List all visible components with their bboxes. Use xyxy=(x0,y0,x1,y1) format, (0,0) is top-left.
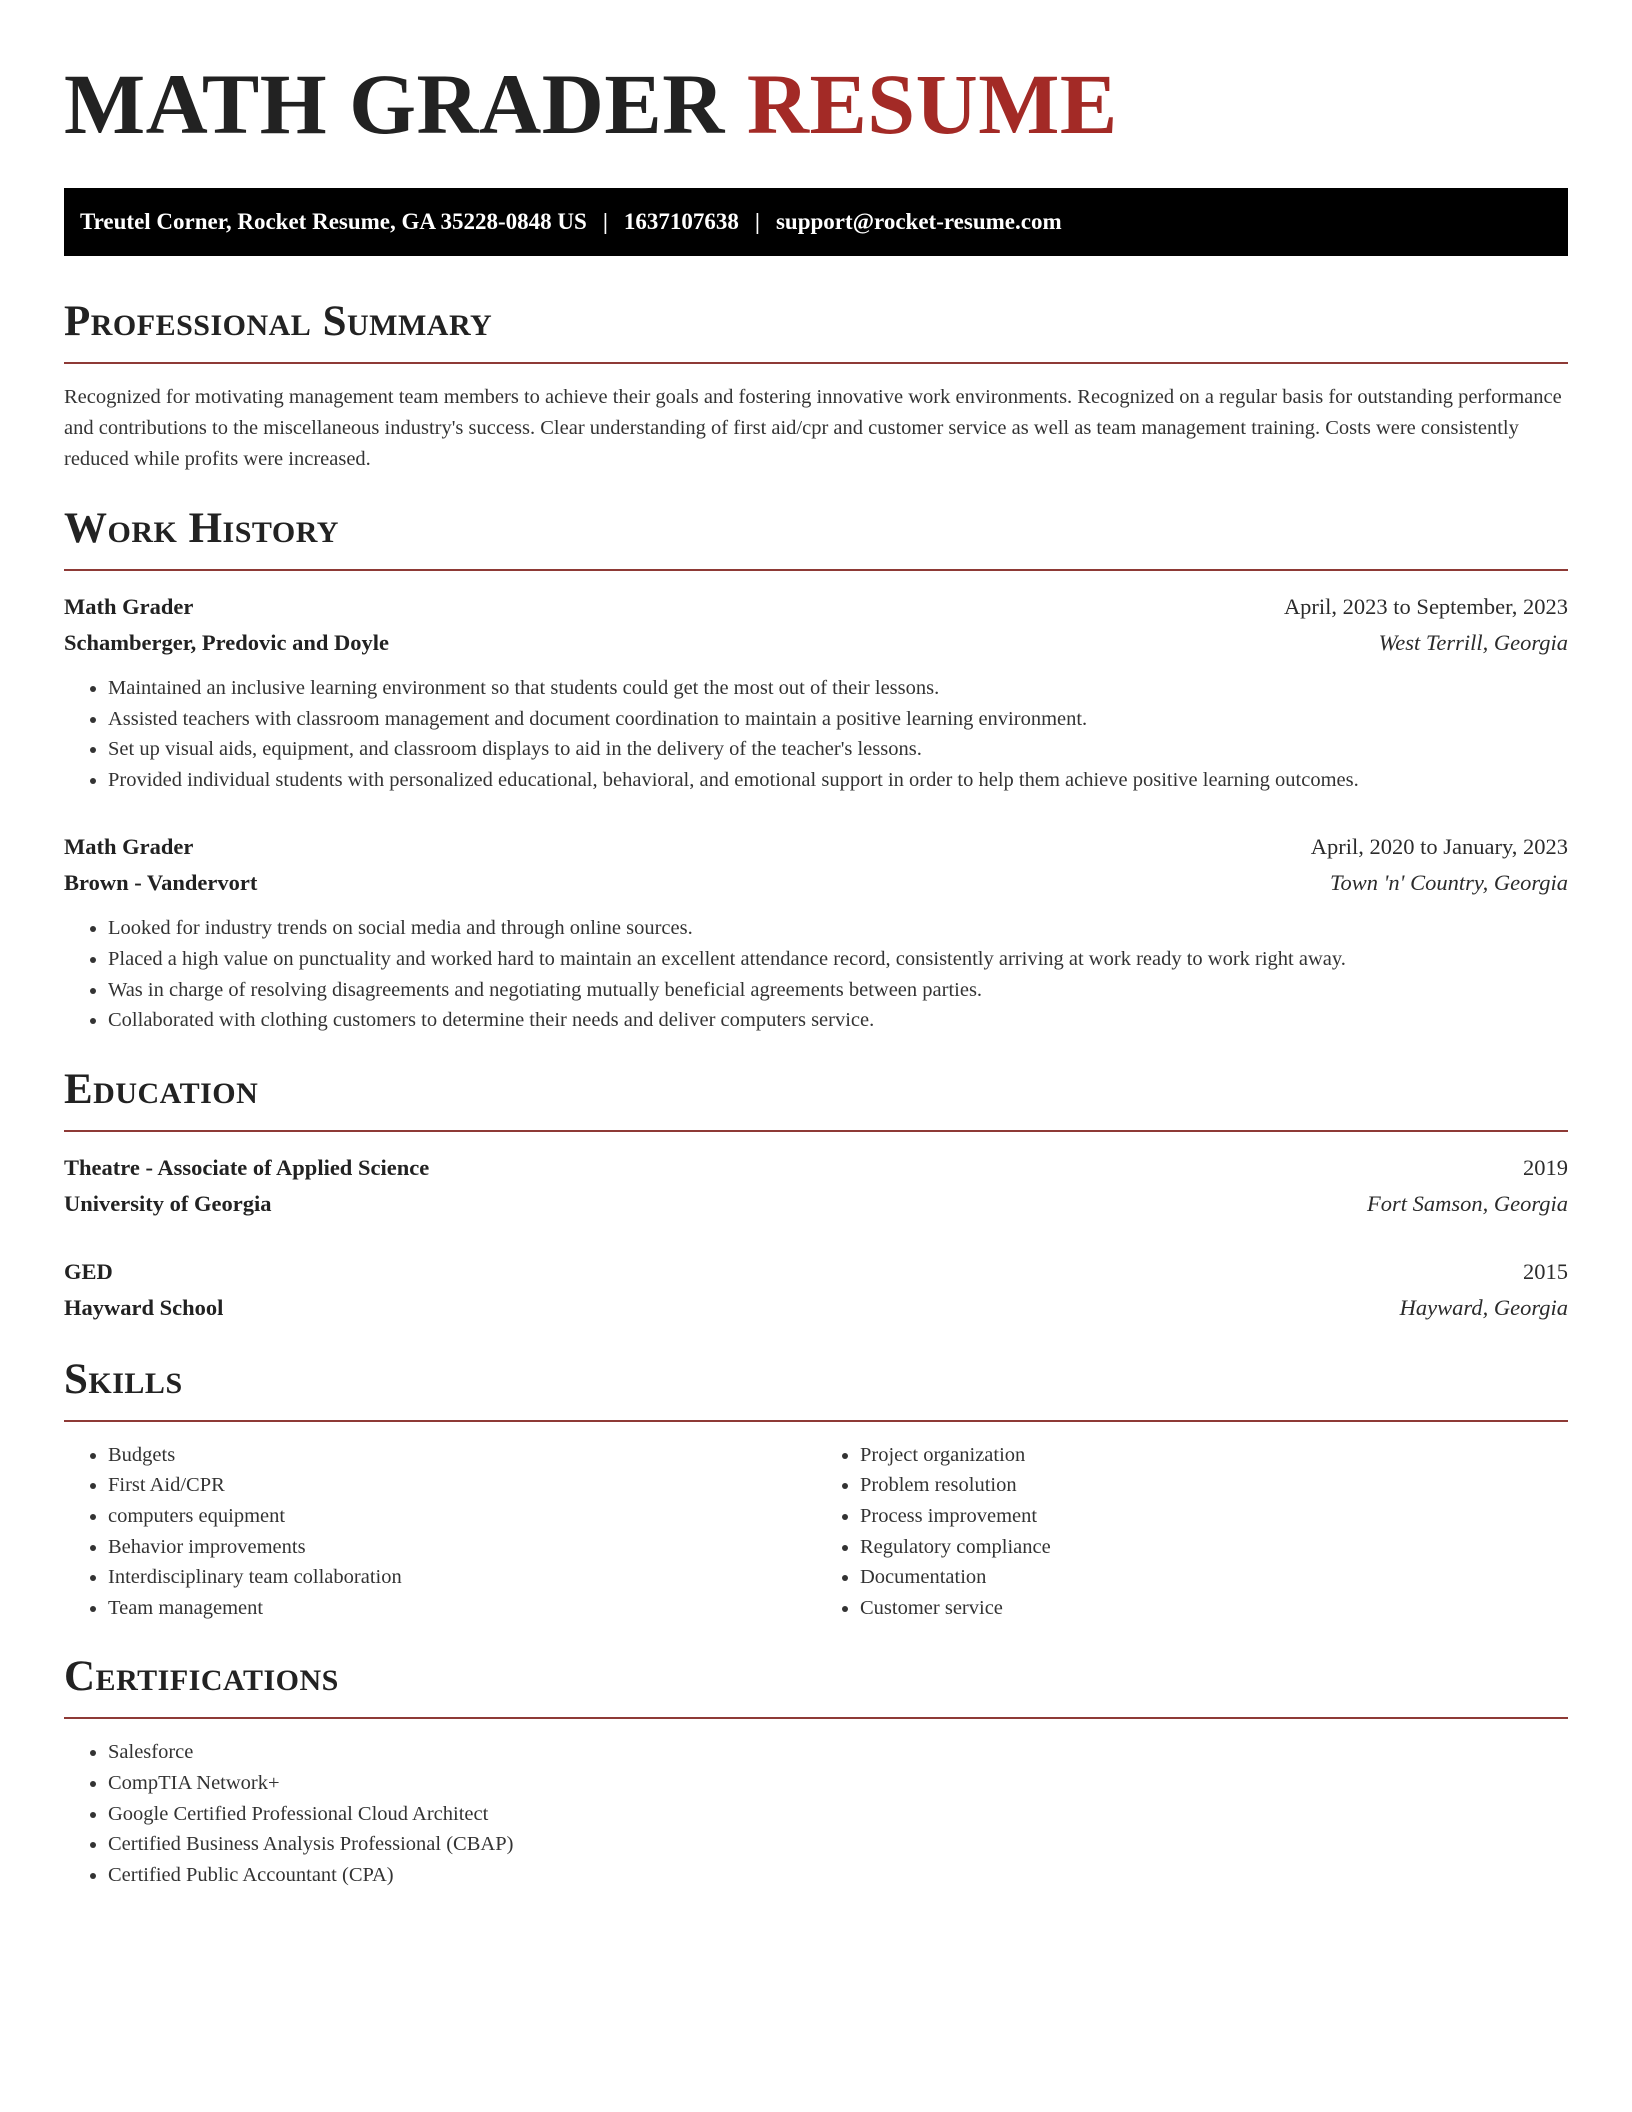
contact-separator: | xyxy=(754,209,760,234)
list-item: • Salesforce xyxy=(108,1737,1568,1768)
education-entry xyxy=(64,1150,1568,1222)
section-heading-summary: Professional Summary xyxy=(64,298,493,345)
summary-section xyxy=(64,298,1568,475)
job-duties-list xyxy=(64,673,1568,795)
list-item: • Customer service xyxy=(860,1593,1568,1624)
list-item: • Project organization xyxy=(860,1440,1568,1471)
contact-email[interactable]: support@rocket-resume.com xyxy=(775,209,1062,234)
list-item: • Placed a high value on punctuality and worked hard to maintain an excellent attendance record, consistently arriving at work ready to work right away. xyxy=(108,944,1568,975)
list-item: • CompTIA Network+ xyxy=(108,1768,1568,1799)
list-item: • Was in charge of resolving disagreements and negotiating mutually beneficial agreements between parties. xyxy=(108,975,1568,1006)
job-company-row xyxy=(64,865,1568,901)
list-item: • Assisted teachers with classroom management and document coordination to maintain a positive learning environment. xyxy=(108,704,1568,735)
list-item: • Regulatory compliance xyxy=(860,1532,1568,1563)
list-item: • Budgets xyxy=(108,1440,816,1471)
list-item: • Google Certified Professional Cloud Architect xyxy=(108,1799,1568,1830)
job-location: West Terrill, Georgia xyxy=(1378,630,1568,655)
skills-list-right xyxy=(816,1440,1568,1624)
work-history-section xyxy=(64,505,1568,1036)
education-location: Hayward, Georgia xyxy=(1399,1294,1568,1320)
job-location: Town 'n' Country, Georgia xyxy=(1330,870,1568,896)
title-main: MATH GRADER xyxy=(64,56,725,152)
education-location: Fort Samson, Georgia xyxy=(1366,1190,1568,1216)
section-divider xyxy=(64,569,1568,571)
job-duties-list xyxy=(64,913,1568,1035)
contact-bar xyxy=(64,188,1568,256)
job-company: Brown - Vandervort xyxy=(64,870,258,896)
certifications-section xyxy=(64,1653,1568,1890)
list-item: • Set up visual aids, equipment, and classroom displays to aid in the delivery of the teacher's lessons. xyxy=(108,734,1568,765)
job-entry xyxy=(64,589,1568,795)
list-item: • computers equipment xyxy=(108,1501,816,1532)
list-item: • Team management xyxy=(108,1593,816,1624)
section-heading-work-history: Work History xyxy=(64,505,339,552)
section-divider xyxy=(64,1717,1568,1719)
education-school: University of Georgia xyxy=(64,1190,272,1216)
education-year: 2015 xyxy=(1523,1258,1568,1284)
contact-separator: | xyxy=(602,209,608,234)
skills-list-left xyxy=(64,1440,816,1624)
skills-section xyxy=(64,1356,1568,1624)
list-item: • Behavior improvements xyxy=(108,1532,816,1563)
job-company: Schamberger, Predovic and Doyle xyxy=(64,630,389,655)
list-item: • Maintained an inclusive learning environment so that students could get the most out of their lessons. xyxy=(108,673,1568,704)
section-divider xyxy=(64,1420,1568,1422)
education-section xyxy=(64,1066,1568,1326)
section-heading-skills: Skills xyxy=(64,1355,183,1403)
job-header-row xyxy=(64,829,1568,865)
education-degree: GED xyxy=(64,1258,113,1284)
list-item: • First Aid/CPR xyxy=(108,1470,816,1501)
job-title: Math Grader xyxy=(64,594,194,619)
certifications-list xyxy=(64,1737,1568,1890)
job-header-row xyxy=(64,589,1568,625)
contact-address: Treutel Corner, Rocket Resume, GA 35228-0848 US xyxy=(80,209,587,234)
education-degree-row xyxy=(64,1254,1568,1290)
list-item: • Collaborated with clothing customers to determine their needs and deliver computers service. xyxy=(108,1005,1568,1036)
education-year: 2019 xyxy=(1523,1154,1568,1180)
job-title: Math Grader xyxy=(64,834,194,860)
section-heading-certifications: Certifications xyxy=(64,1653,339,1701)
list-item: • Provided individual students with personalized educational, behavioral, and emotional support in order to help them achieve positive learning outcomes. xyxy=(108,765,1568,796)
list-item: • Documentation xyxy=(860,1562,1568,1593)
list-item: • Interdisciplinary team collaboration xyxy=(108,1562,816,1593)
list-item: • Certified Business Analysis Professional (CBAP) xyxy=(108,1829,1568,1860)
list-item: • Problem resolution xyxy=(860,1470,1568,1501)
education-school-row xyxy=(64,1186,1568,1222)
section-divider xyxy=(64,1130,1568,1132)
section-heading-education: Education xyxy=(64,1065,259,1113)
list-item: • Process improvement xyxy=(860,1501,1568,1532)
list-item: • Looked for industry trends on social media and through online sources. xyxy=(108,913,1568,944)
education-degree: Theatre - Associate of Applied Science xyxy=(64,1154,430,1180)
job-entry xyxy=(64,829,1568,1035)
education-school-row xyxy=(64,1290,1568,1326)
job-dates: April, 2020 to January, 2023 xyxy=(1310,834,1568,860)
job-dates: April, 2023 to September, 2023 xyxy=(1283,594,1568,619)
summary-text: Recognized for motivating management team members to achieve their goals and fostering innovative work environments. Recognized on a regular basis for outstanding performance and contributions to the miscellaneous industry's success. Clear understanding of first aid/cpr and customer service as well as team management training. Costs were consistently reduced while profits were increased. xyxy=(64,386,1562,470)
resume-title xyxy=(64,56,1568,152)
job-company-row xyxy=(64,625,1568,661)
list-item: • Certified Public Accountant (CPA) xyxy=(108,1860,1568,1891)
skills-grid xyxy=(64,1440,1568,1624)
education-degree-row xyxy=(64,1150,1568,1186)
section-divider xyxy=(64,362,1568,364)
title-accent: RESUME xyxy=(746,56,1118,152)
contact-phone: 1637107638 xyxy=(623,209,739,234)
education-entry xyxy=(64,1254,1568,1326)
education-school: Hayward School xyxy=(64,1294,224,1320)
